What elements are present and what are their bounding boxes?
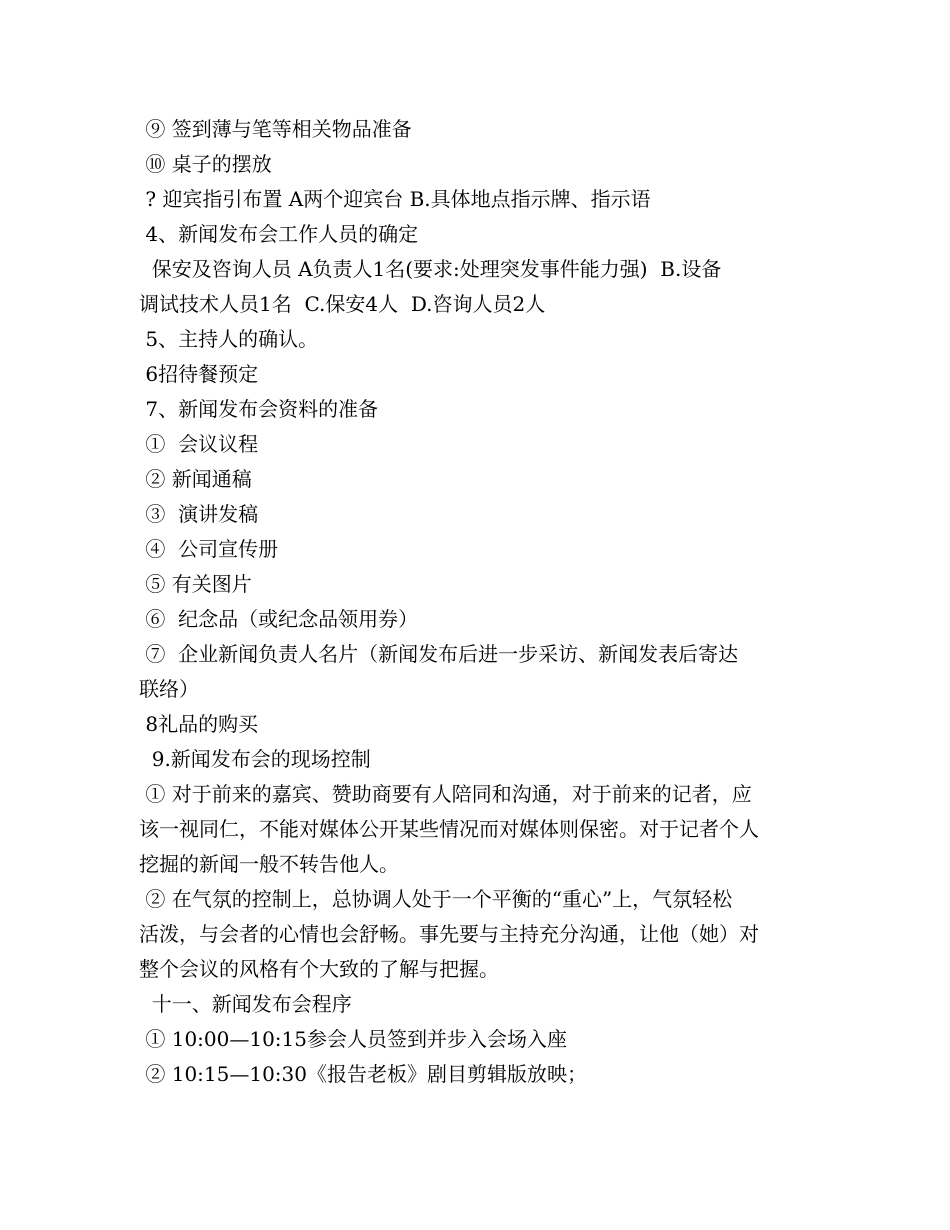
section-heading: 7、新闻发布会资料的准备 <box>139 397 379 421</box>
list-item: ⑤ 有关图片 <box>139 572 252 596</box>
list-item: ⑥ 纪念品（或纪念品领用券） <box>139 607 419 631</box>
list-item: ④ 公司宣传册 <box>139 537 279 561</box>
list-item: ② 在气氛的控制上，总协调人处于一个平衡的“重心”上，气氛轻松 <box>139 887 733 911</box>
list-item: ① 10:00—10:15参会人员签到并步入会场入座 <box>139 1027 567 1051</box>
list-item: ① 会议议程 <box>139 432 259 456</box>
list-item: ② 10:15—10:30《报告老板》剧目剪辑版放映； <box>139 1062 587 1086</box>
text-line: ? 迎宾指引布置 A两个迎宾台 B.具体地点指示牌、指示语 <box>139 187 651 211</box>
text-line: ⑩ 桌子的摆放 <box>139 152 272 176</box>
text-line: 联络） <box>139 677 199 701</box>
section-heading: 6招待餐预定 <box>139 362 259 386</box>
text-line: 调试技术人员1名 C.保安4人 D.咨询人员2人 <box>139 292 546 316</box>
section-heading: 9.新闻发布会的现场控制 <box>139 747 371 771</box>
list-item: ① 对于前来的嘉宾、赞助商要有人陪同和沟通，对于前来的记者，应 <box>139 782 752 806</box>
text-line: 活泼，与会者的心情也会舒畅。事先要与主持充分沟通，让他（她）对 <box>139 922 759 946</box>
list-item: ③ 演讲发稿 <box>139 502 259 526</box>
document-body <box>139 112 814 1092</box>
text-line: 挖掘的新闻一般不转告他人。 <box>139 852 399 876</box>
section-heading: 5、主持人的确认。 <box>139 327 319 351</box>
text-line: ⑨ 签到薄与笔等相关物品准备 <box>139 117 412 141</box>
section-heading: 十一、新闻发布会程序 <box>139 992 352 1016</box>
text-line: 该一视同仁，不能对媒体公开某些情况而对媒体则保密。对于记者个人 <box>139 817 759 841</box>
section-heading: 8礼品的购买 <box>139 712 259 736</box>
list-item: ② 新闻通稿 <box>139 467 252 491</box>
section-heading: 4、新闻发布会工作人员的确定 <box>139 222 419 246</box>
list-item: ⑦ 企业新闻负责人名片（新闻发布后进一步采访、新闻发表后寄达 <box>139 642 739 666</box>
text-line: 保安及咨询人员 A负责人1名(要求:处理突发事件能力强) B.设备 <box>139 257 722 281</box>
text-line: 整个会议的风格有个大致的了解与把握。 <box>139 957 499 981</box>
